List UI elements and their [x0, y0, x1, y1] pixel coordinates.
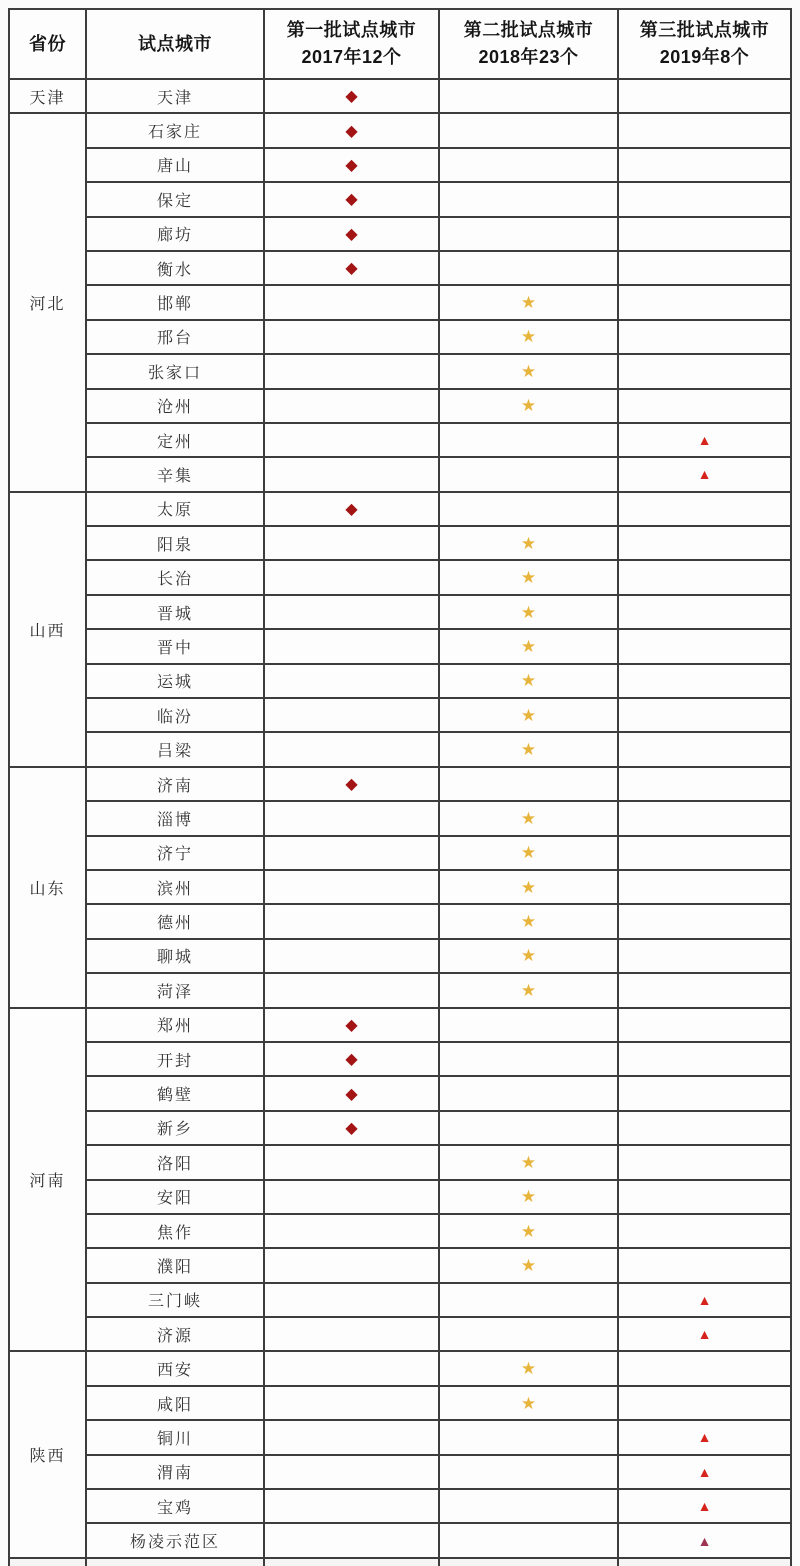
star-icon: ★ [520, 533, 537, 553]
batch3-cell [618, 939, 791, 973]
batch3-cell [618, 732, 791, 766]
table-row [9, 1042, 791, 1076]
star-icon: ★ [520, 877, 537, 897]
star-icon: ★ [520, 1255, 537, 1275]
batch1-cell [264, 251, 439, 285]
partial-cell [618, 1558, 791, 1566]
star-icon: ★ [520, 602, 537, 622]
table-row [9, 870, 791, 904]
batch1-cell [264, 1248, 439, 1282]
city-cell: 鹤壁 [86, 1076, 264, 1110]
city-cell: 衡水 [86, 251, 264, 285]
table-row [9, 1317, 791, 1351]
city-cell: 濮阳 [86, 1248, 264, 1282]
province-cell: 天津 [9, 79, 86, 113]
city-cell: 晋城 [86, 595, 264, 629]
batch1-cell [264, 320, 439, 354]
batch3-cell [618, 1489, 791, 1523]
province-cell: 河北 [9, 113, 86, 491]
table-row [9, 1214, 791, 1248]
batch3-cell [618, 629, 791, 663]
header-batch3-line2: 2019年8个 [659, 47, 750, 67]
table-row [9, 767, 791, 801]
batch3-cell [618, 457, 791, 491]
batch3-cell [618, 1180, 791, 1214]
batch3-cell [618, 836, 791, 870]
batch2-cell [439, 354, 618, 388]
batch2-cell [439, 1111, 618, 1145]
table-row [9, 1523, 791, 1557]
batch2-cell [439, 836, 618, 870]
table-row [9, 1180, 791, 1214]
batch3-cell [618, 1283, 791, 1317]
batch1-cell [264, 801, 439, 835]
batch2-cell [439, 423, 618, 457]
diamond-icon: ◆ [345, 260, 358, 278]
batch1-cell [264, 1455, 439, 1489]
diamond-icon: ◆ [345, 88, 358, 106]
table-row [9, 423, 791, 457]
batch3-cell [618, 251, 791, 285]
table-row [9, 1386, 791, 1420]
batch3-cell [618, 285, 791, 319]
city-cell: 菏泽 [86, 973, 264, 1007]
city-cell: 安阳 [86, 1180, 264, 1214]
table-row [9, 526, 791, 560]
batch3-cell [618, 526, 791, 560]
batch2-cell [439, 1351, 618, 1385]
diamond-icon: ◆ [345, 225, 358, 243]
batch2-cell [439, 1386, 618, 1420]
table-row [9, 1008, 791, 1042]
batch1-cell [264, 354, 439, 388]
batch3-cell [618, 664, 791, 698]
city-cell: 郑州 [86, 1008, 264, 1042]
star-icon: ★ [520, 327, 537, 347]
triangle-icon: ▲ [697, 1293, 712, 1309]
city-cell: 阳泉 [86, 526, 264, 560]
batch2-cell [439, 732, 618, 766]
diamond-icon: ◆ [345, 1016, 358, 1034]
city-cell: 焦作 [86, 1214, 264, 1248]
table-body [9, 79, 791, 1566]
star-icon: ★ [520, 1187, 537, 1207]
batch1-cell [264, 285, 439, 319]
batch2-cell [439, 1420, 618, 1454]
batch3-cell [618, 1351, 791, 1385]
batch2-cell [439, 526, 618, 560]
city-cell: 邯郸 [86, 285, 264, 319]
batch2-cell [439, 1317, 618, 1351]
batch3-cell [618, 320, 791, 354]
batch3-cell [618, 1248, 791, 1282]
city-cell: 聊城 [86, 939, 264, 973]
batch2-cell [439, 1523, 618, 1557]
city-cell: 滨州 [86, 870, 264, 904]
table-row [9, 1351, 791, 1385]
city-cell: 三门峡 [86, 1283, 264, 1317]
star-icon: ★ [520, 843, 537, 863]
batch2-cell [439, 457, 618, 491]
city-cell: 廊坊 [86, 217, 264, 251]
diamond-icon: ◆ [345, 156, 358, 174]
batch1-cell [264, 732, 439, 766]
header-city [86, 9, 264, 79]
batch3-cell [618, 1042, 791, 1076]
header-province [9, 9, 86, 79]
pilot-cities-table [8, 8, 792, 1566]
batch1-cell [264, 870, 439, 904]
city-cell: 宝鸡 [86, 1489, 264, 1523]
province-cell: 山东 [9, 767, 86, 1008]
batch2-cell [439, 1145, 618, 1179]
triangle-icon: ▲ [697, 468, 712, 484]
batch2-cell [439, 870, 618, 904]
star-icon: ★ [520, 636, 537, 656]
batch2-cell [439, 113, 618, 147]
city-cell: 新乡 [86, 1111, 264, 1145]
table-row [9, 217, 791, 251]
batch3-cell [618, 1145, 791, 1179]
batch1-cell [264, 939, 439, 973]
diamond-icon: ◆ [345, 1051, 358, 1069]
header-batch1-line2: 2017年12个 [301, 47, 402, 67]
city-cell: 咸阳 [86, 1386, 264, 1420]
triangle-icon: ▲ [697, 1534, 712, 1550]
batch1-cell [264, 767, 439, 801]
city-cell: 太原 [86, 492, 264, 526]
city-cell: 临汾 [86, 698, 264, 732]
table-row [9, 939, 791, 973]
diamond-icon: ◆ [345, 122, 358, 140]
batch3-cell [618, 354, 791, 388]
table-row [9, 492, 791, 526]
batch3-cell [618, 767, 791, 801]
city-cell: 沧州 [86, 389, 264, 423]
batch2-cell [439, 1455, 618, 1489]
table-row [9, 1489, 791, 1523]
batch1-cell [264, 492, 439, 526]
table-row [9, 904, 791, 938]
diamond-icon: ◆ [345, 776, 358, 793]
batch2-cell [439, 1248, 618, 1282]
header-batch3 [618, 9, 791, 79]
table-row [9, 389, 791, 423]
header-city-label: 试点城市 [138, 33, 212, 54]
city-cell: 开封 [86, 1042, 264, 1076]
batch1-cell [264, 1283, 439, 1317]
table-row [9, 1420, 791, 1454]
batch2-cell [439, 320, 618, 354]
batch3-cell [618, 148, 791, 182]
header-batch1-line1: 第一批试点城市 [286, 20, 417, 40]
city-cell: 洛阳 [86, 1145, 264, 1179]
triangle-icon: ▲ [697, 1500, 712, 1516]
header-batch1 [264, 9, 439, 79]
batch1-cell [264, 1351, 439, 1385]
city-cell: 济南 [86, 767, 264, 801]
table-row [9, 1283, 791, 1317]
batch1-cell [264, 664, 439, 698]
batch1-cell [264, 113, 439, 147]
star-icon: ★ [520, 396, 537, 416]
batch1-cell [264, 698, 439, 732]
header-batch2-line1: 第二批试点城市 [463, 20, 594, 40]
batch2-cell [439, 939, 618, 973]
star-icon: ★ [520, 980, 537, 1000]
batch3-cell [618, 1455, 791, 1489]
batch3-cell [618, 217, 791, 251]
diamond-icon: ◆ [345, 191, 358, 209]
table-row [9, 801, 791, 835]
city-cell: 辛集 [86, 457, 264, 491]
batch2-cell [439, 1214, 618, 1248]
batch3-cell [618, 113, 791, 147]
batch1-cell [264, 1420, 439, 1454]
batch3-cell [618, 870, 791, 904]
batch1-cell [264, 1317, 439, 1351]
table-row [9, 732, 791, 766]
batch1-cell [264, 217, 439, 251]
star-icon: ★ [520, 946, 537, 966]
star-icon: ★ [520, 1393, 537, 1413]
city-cell: 淄博 [86, 801, 264, 835]
header-batch3-line1: 第三批试点城市 [639, 20, 770, 40]
city-cell: 保定 [86, 182, 264, 216]
batch2-cell [439, 595, 618, 629]
triangle-icon: ▲ [697, 1465, 712, 1481]
batch1-cell [264, 904, 439, 938]
batch1-cell [264, 423, 439, 457]
table-row [9, 182, 791, 216]
batch2-cell [439, 973, 618, 1007]
batch1-cell [264, 595, 439, 629]
batch1-cell [264, 1180, 439, 1214]
star-icon: ★ [520, 808, 537, 828]
star-icon: ★ [520, 671, 537, 691]
batch3-cell [618, 801, 791, 835]
batch3-cell [618, 423, 791, 457]
star-icon: ★ [520, 740, 537, 760]
table-row [9, 629, 791, 663]
triangle-icon: ▲ [697, 434, 712, 450]
batch2-cell [439, 1042, 618, 1076]
header-batch2-line2: 2018年23个 [478, 47, 579, 67]
batch2-cell [439, 801, 618, 835]
star-icon: ★ [520, 912, 537, 932]
batch3-cell [618, 1420, 791, 1454]
batch1-cell [264, 1076, 439, 1110]
batch3-cell [618, 1386, 791, 1420]
batch3-cell [618, 1214, 791, 1248]
batch3-cell [618, 904, 791, 938]
header-batch2 [439, 9, 618, 79]
city-cell: 邢台 [86, 320, 264, 354]
batch2-cell [439, 1489, 618, 1523]
batch3-cell [618, 79, 791, 113]
table-row [9, 457, 791, 491]
star-icon: ★ [520, 1359, 537, 1379]
table-row [9, 664, 791, 698]
batch3-cell [618, 492, 791, 526]
star-icon: ★ [520, 361, 537, 381]
triangle-icon: ▲ [697, 1328, 712, 1344]
table-row [9, 1455, 791, 1489]
batch2-cell [439, 1283, 618, 1317]
batch1-cell [264, 973, 439, 1007]
batch3-cell [618, 1008, 791, 1042]
table-row [9, 560, 791, 594]
batch3-cell [618, 389, 791, 423]
batch2-cell [439, 904, 618, 938]
batch2-cell [439, 285, 618, 319]
table-row [9, 698, 791, 732]
batch2-cell [439, 251, 618, 285]
batch2-cell [439, 664, 618, 698]
batch1-cell [264, 1042, 439, 1076]
city-cell: 吕梁 [86, 732, 264, 766]
partial-cell [9, 1558, 86, 1566]
batch3-cell [618, 698, 791, 732]
table-row [9, 973, 791, 1007]
city-cell: 渭南 [86, 1455, 264, 1489]
city-cell: 天津 [86, 79, 264, 113]
batch2-cell [439, 698, 618, 732]
city-cell: 西安 [86, 1351, 264, 1385]
city-cell: 石家庄 [86, 113, 264, 147]
table-row [9, 285, 791, 319]
city-cell: 定州 [86, 423, 264, 457]
table-row [9, 1111, 791, 1145]
batch2-cell [439, 492, 618, 526]
batch3-cell [618, 560, 791, 594]
batch1-cell [264, 1111, 439, 1145]
city-cell: 济宁 [86, 836, 264, 870]
city-cell: 张家口 [86, 354, 264, 388]
batch2-cell [439, 767, 618, 801]
city-cell: 唐山 [86, 148, 264, 182]
batch1-cell [264, 1214, 439, 1248]
batch1-cell [264, 389, 439, 423]
batch1-cell [264, 1008, 439, 1042]
city-cell: 杨凌示范区 [86, 1523, 264, 1557]
city-cell: 铜川 [86, 1420, 264, 1454]
batch1-cell [264, 836, 439, 870]
batch2-cell [439, 148, 618, 182]
batch1-cell [264, 526, 439, 560]
batch3-cell [618, 595, 791, 629]
province-cell: 陕西 [9, 1351, 86, 1557]
table-row [9, 251, 791, 285]
star-icon: ★ [520, 705, 537, 725]
header-row [9, 9, 791, 79]
star-icon: ★ [520, 568, 537, 588]
batch1-cell [264, 79, 439, 113]
batch2-cell [439, 1008, 618, 1042]
batch2-cell [439, 79, 618, 113]
table-row [9, 1076, 791, 1110]
batch2-cell [439, 1180, 618, 1214]
province-cell: 河南 [9, 1008, 86, 1352]
table-row [9, 1248, 791, 1282]
batch2-cell [439, 1076, 618, 1110]
batch3-cell [618, 1523, 791, 1557]
batch2-cell [439, 629, 618, 663]
city-cell: 济源 [86, 1317, 264, 1351]
batch1-cell [264, 560, 439, 594]
table-row [9, 1145, 791, 1179]
batch1-cell [264, 148, 439, 182]
diamond-icon: ◆ [345, 500, 358, 518]
triangle-icon: ▲ [697, 1431, 712, 1447]
table-row [9, 354, 791, 388]
batch1-cell [264, 457, 439, 491]
diamond-icon: ◆ [345, 1085, 358, 1103]
table-row [9, 320, 791, 354]
batch2-cell [439, 560, 618, 594]
table-row [9, 113, 791, 147]
partial-cell [264, 1558, 439, 1566]
province-cell: 山西 [9, 492, 86, 767]
city-cell: 晋中 [86, 629, 264, 663]
star-icon: ★ [520, 1221, 537, 1241]
batch2-cell [439, 389, 618, 423]
header-province-label: 省份 [29, 33, 66, 54]
table-row [9, 836, 791, 870]
batch3-cell [618, 1076, 791, 1110]
table-header [9, 9, 791, 79]
batch1-cell [264, 1489, 439, 1523]
batch1-cell [264, 629, 439, 663]
city-cell: 长治 [86, 560, 264, 594]
batch3-cell [618, 973, 791, 1007]
batch2-cell [439, 217, 618, 251]
batch1-cell [264, 1386, 439, 1420]
batch1-cell [264, 1145, 439, 1179]
table-row [9, 595, 791, 629]
batch2-cell [439, 182, 618, 216]
batch1-cell [264, 1523, 439, 1557]
diamond-icon: ◆ [345, 1119, 358, 1137]
table-row [9, 148, 791, 182]
batch1-cell [264, 182, 439, 216]
partial-cell [439, 1558, 618, 1566]
star-icon: ★ [520, 1152, 537, 1172]
batch3-cell [618, 1317, 791, 1351]
partial-cell [86, 1558, 264, 1566]
table-row [9, 79, 791, 113]
partial-cropped-row [9, 1558, 791, 1566]
city-cell: 德州 [86, 904, 264, 938]
star-icon: ★ [520, 293, 537, 313]
batch3-cell [618, 1111, 791, 1145]
city-cell: 运城 [86, 664, 264, 698]
batch3-cell [618, 182, 791, 216]
